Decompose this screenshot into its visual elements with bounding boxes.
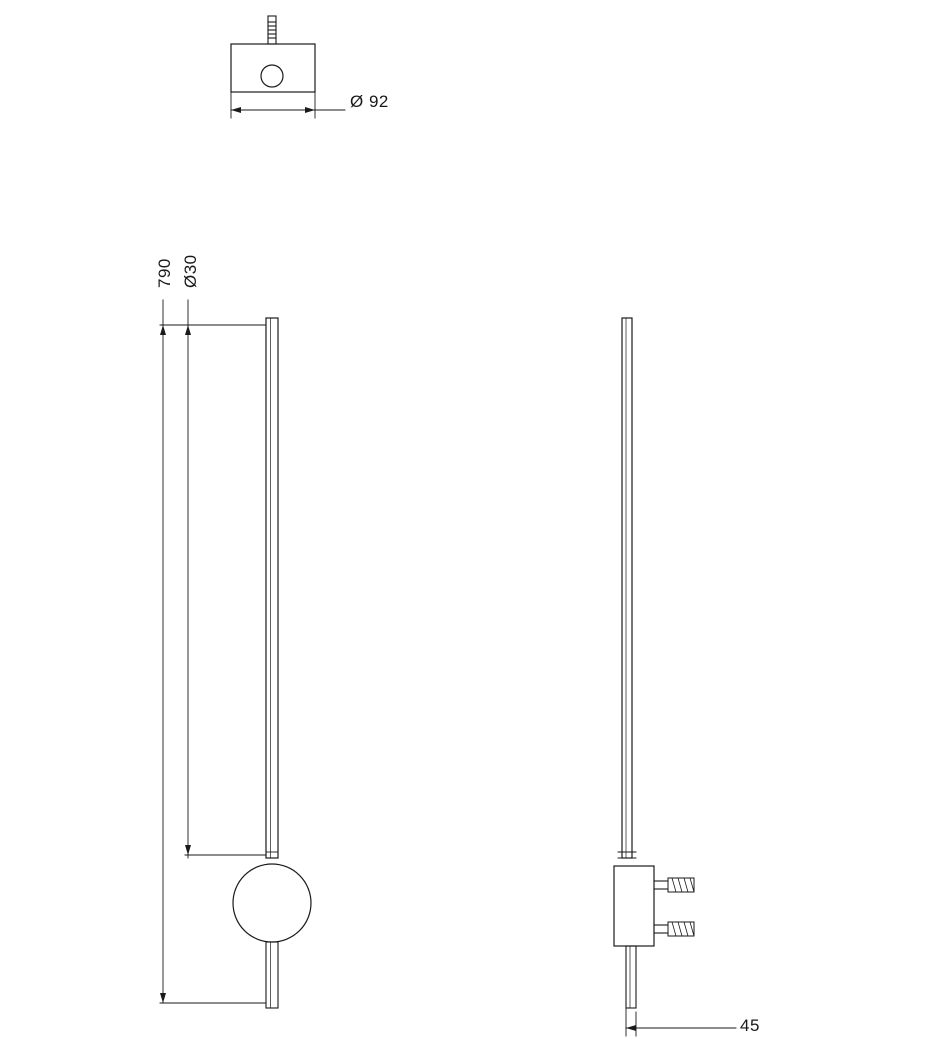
dimension-label-height-790: 790 — [155, 258, 174, 288]
dimension-label-diameter-30: Ø30 — [181, 254, 200, 288]
front-view-dimension-790 — [160, 300, 266, 1003]
dimension-label-depth-45: 45 — [740, 1016, 760, 1035]
front-view-geometry — [233, 318, 311, 1008]
dimension-label-diameter-92: Ø 92 — [350, 92, 389, 111]
anchor-screw-upper — [654, 878, 694, 892]
anchor-screw-lower — [654, 922, 694, 936]
top-view-dimension-92 — [231, 92, 345, 118]
front-view-dimension-30 — [185, 300, 266, 858]
side-view-geometry — [614, 318, 694, 1008]
top-view-geometry — [231, 16, 315, 92]
side-view-dimension-45 — [626, 1008, 736, 1036]
